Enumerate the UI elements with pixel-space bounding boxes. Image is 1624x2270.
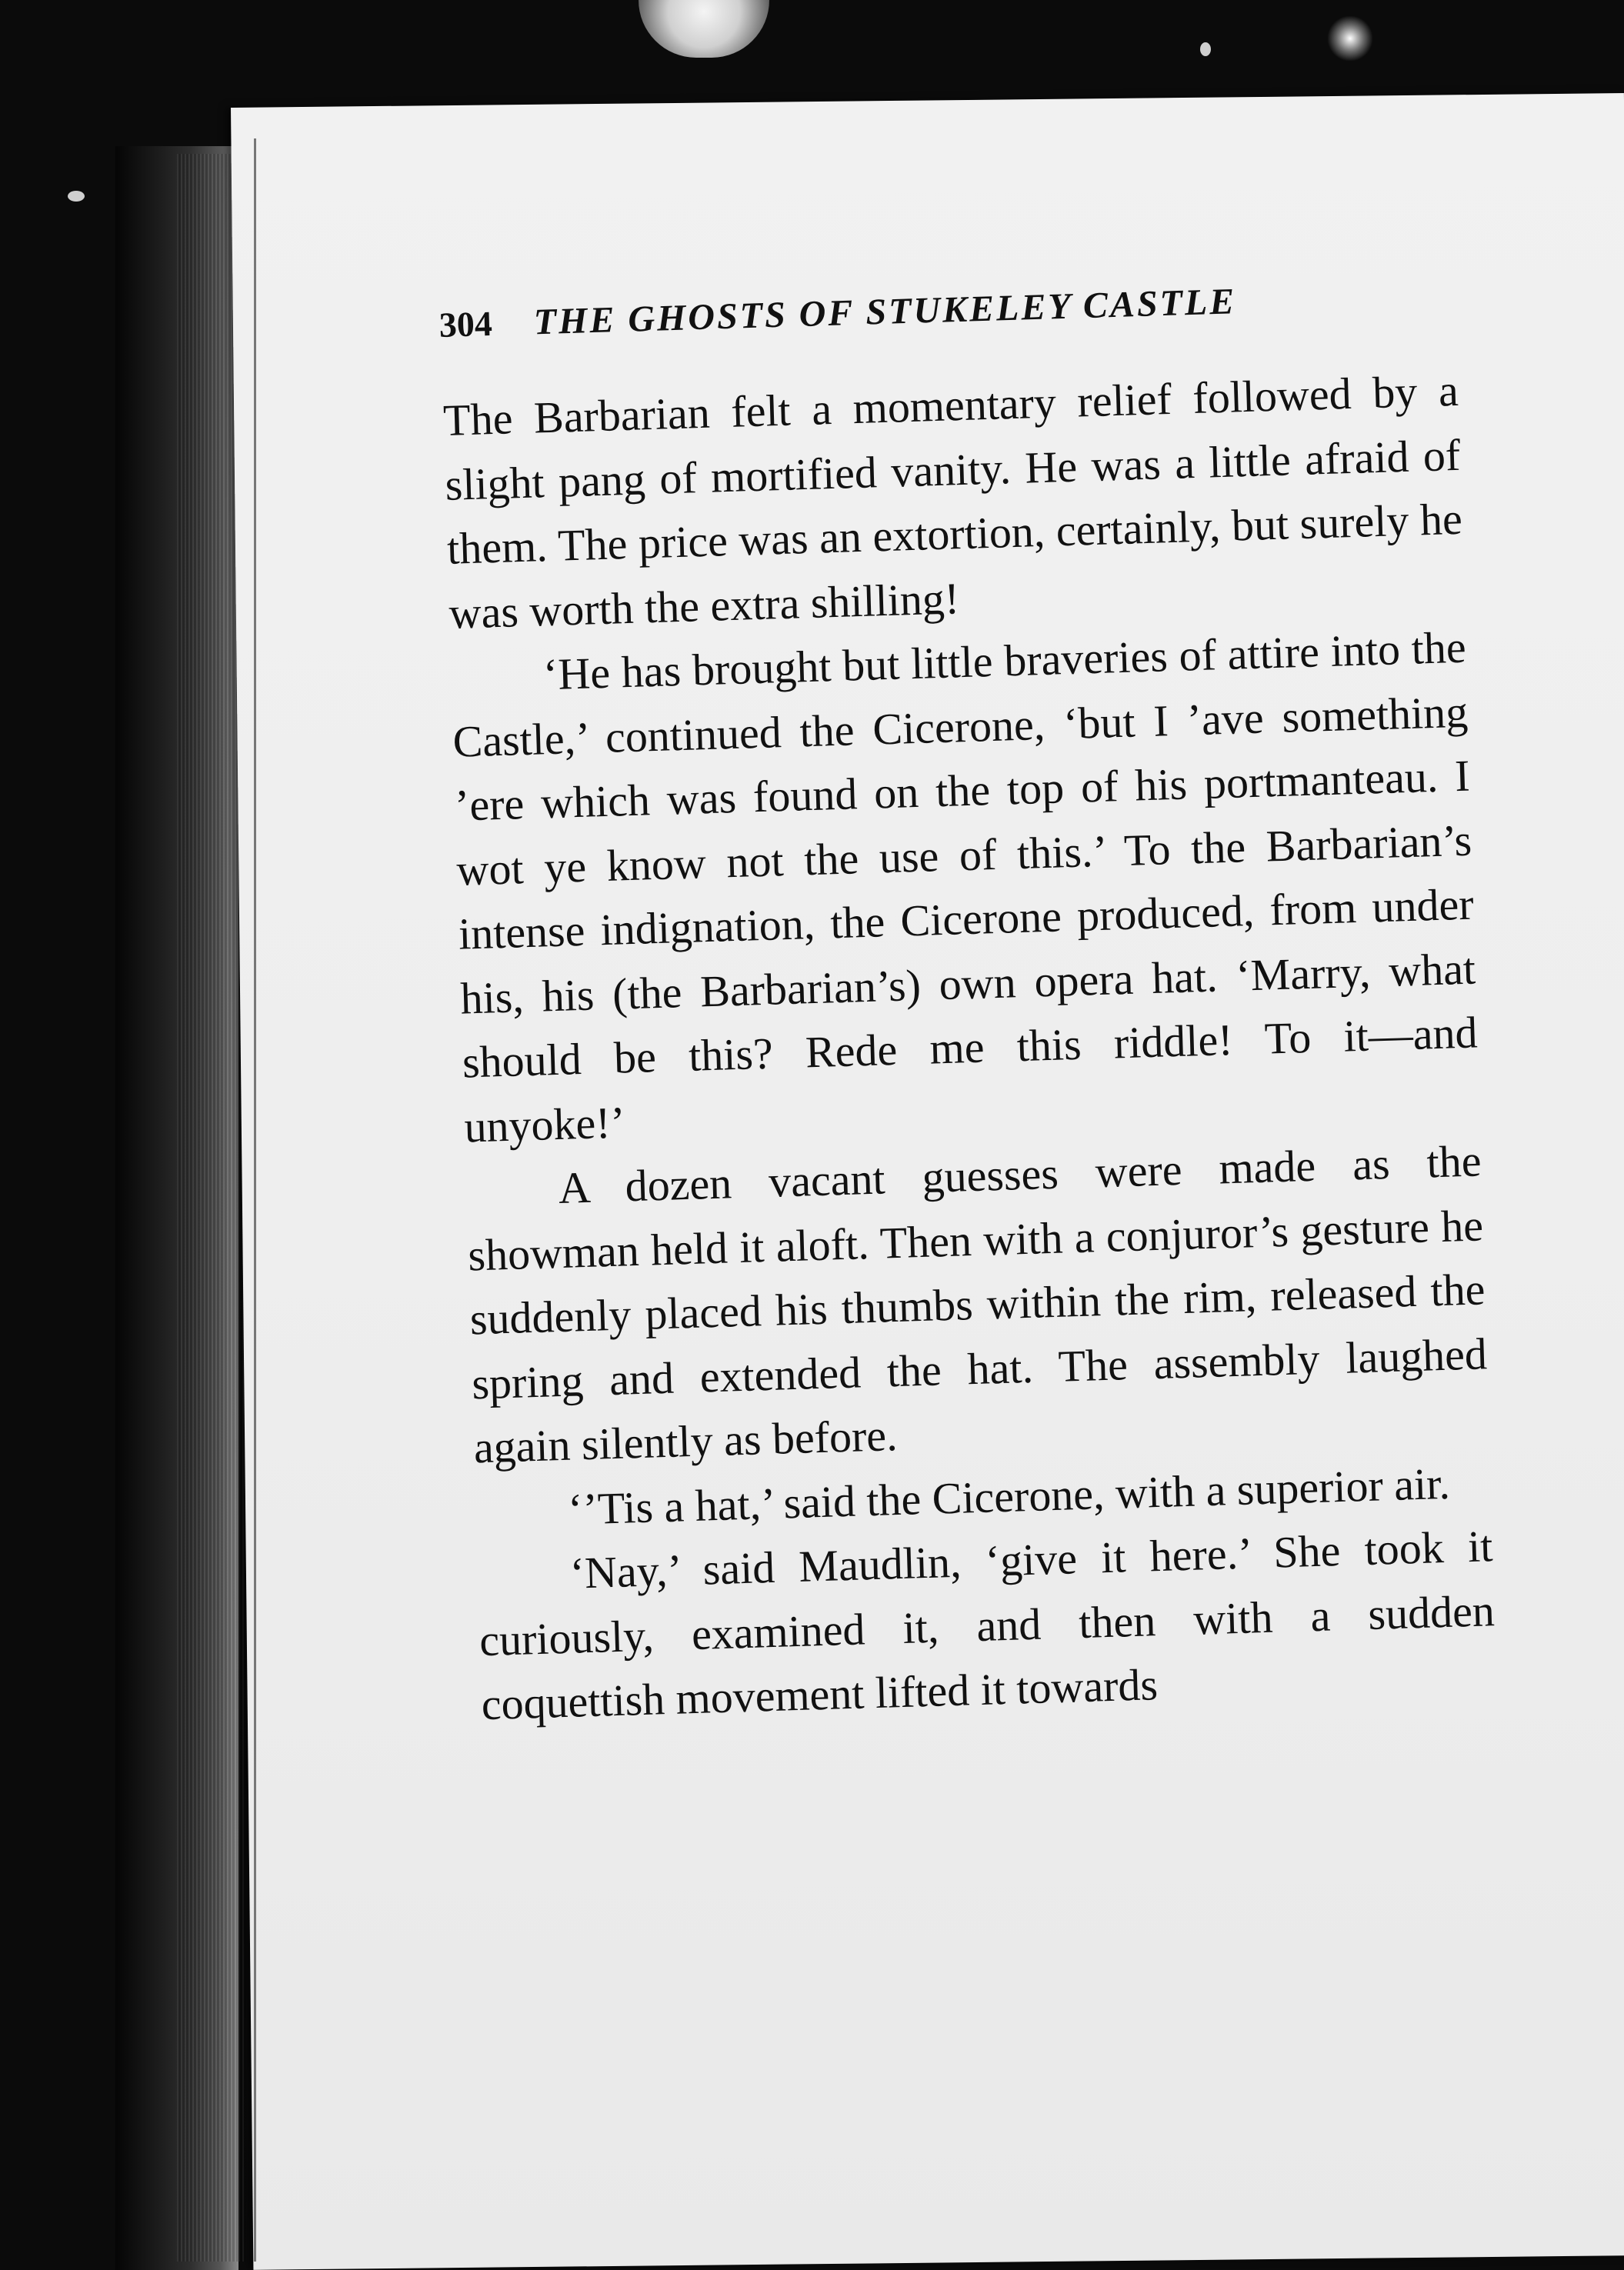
running-title: THE GHOSTS OF STUKELEY CASTLE: [532, 281, 1237, 343]
scan-light-spot: [1327, 15, 1373, 62]
body-text: [442, 358, 1497, 1737]
page-gutter-line: [254, 138, 256, 2262]
scan-blot: [639, 0, 769, 58]
paragraph: A dozen vacant guesses were made as the showman held it aloft. Then with a conjuror’s gesture he suddenly placed his thumbs within the rim, released the spring and extended the hat. The assembly laughed again silently as before.: [467, 1135, 1488, 1473]
scan-speck: [1200, 42, 1211, 56]
page-number: 304: [439, 303, 493, 345]
paragraph: ‘He has brought but little braveries of attire into the Castle,’ continued the Cicerone, ‘but I ’ave something ’ere which was found on the top of his portmanteau. I wot ye know not the use of this.’ To the Barbarian’s intense indignation, the Cicerone produced, from under his, his (the Barbarian’s) own opera hat. ‘Marry, what should be this? Rede me this riddle! To it—and unyoke!’: [452, 622, 1479, 1152]
paragraph: The Barbarian felt a momentary relief followed by a slight pang of mortified vanity. He was a little afraid of them. The price was an extortion, certainly, but surely he was worth the extra shilling!: [442, 365, 1463, 638]
paragraph: ‘Nay,’ said Maudlin, ‘give it here.’ She took it curiously, examined it, and then with a sudden coquettish movement lifted it towards: [479, 1521, 1496, 1730]
scan-speck: [68, 191, 85, 202]
paragraph: ‘’Tis a hat,’ said the Cicerone, with a superior air.: [567, 1458, 1451, 1535]
